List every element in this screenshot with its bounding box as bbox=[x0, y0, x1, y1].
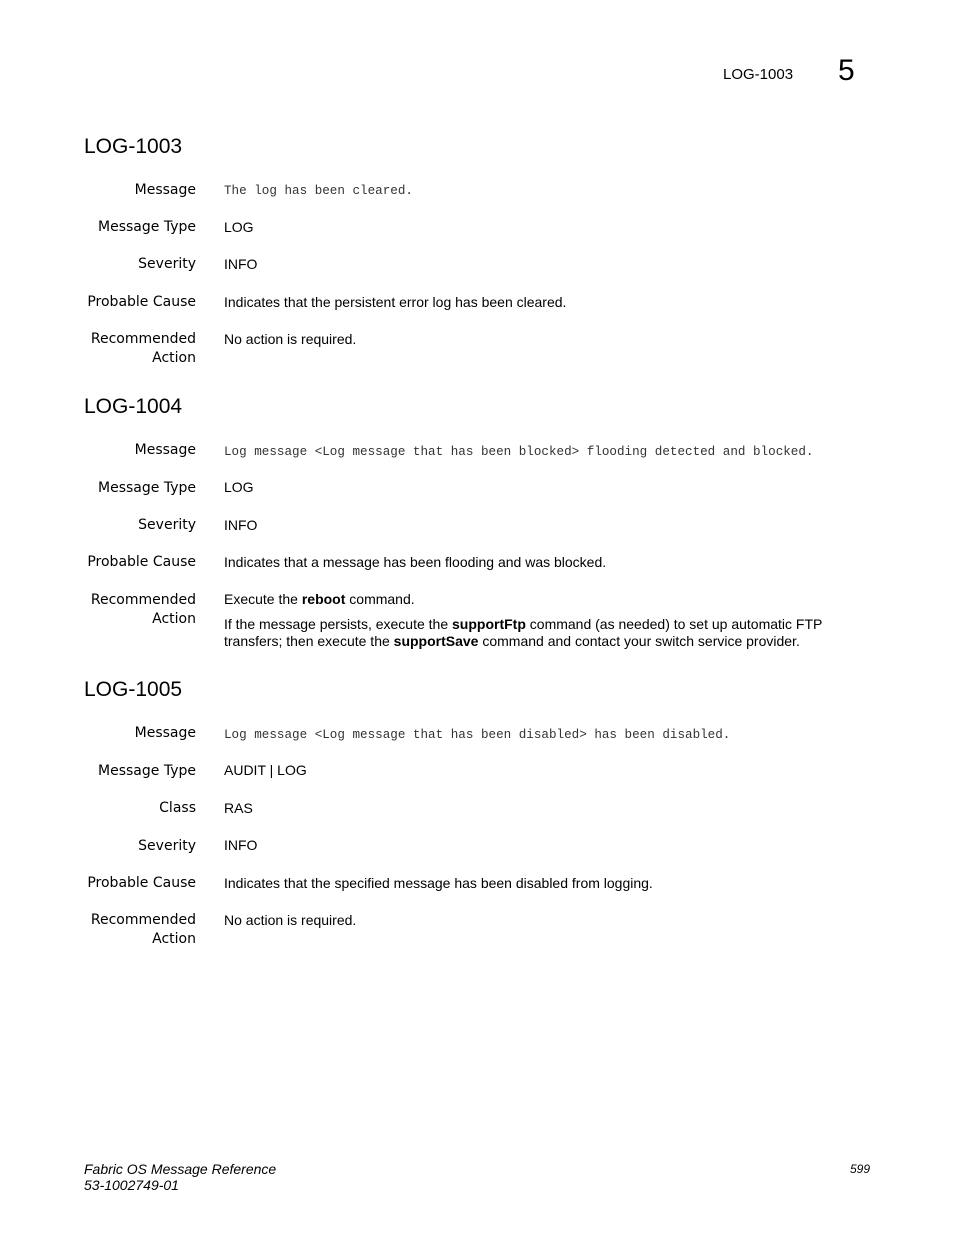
probable-cause-label: Probable Cause bbox=[87, 875, 196, 891]
message-type-value: LOG bbox=[224, 479, 254, 495]
class-label: Class bbox=[159, 800, 196, 816]
recommended-label-line2: Action bbox=[152, 350, 196, 366]
message-text: Log message <Log message that has been disabled> has been disabled. bbox=[224, 728, 731, 742]
recommended-label-line1: Recommended bbox=[90, 331, 196, 347]
footer-page-number: 599 bbox=[850, 1162, 871, 1176]
recommended-label-line2: Action bbox=[152, 611, 196, 627]
severity-label: Severity bbox=[138, 256, 196, 272]
probable-cause-text: Indicates that a message has been flooding and was blocked. bbox=[224, 554, 607, 570]
recommended-label-line1: Recommended bbox=[90, 912, 196, 928]
supportsave-command: supportSave bbox=[393, 633, 479, 649]
severity-value: INFO bbox=[224, 256, 258, 272]
message-label: Message bbox=[134, 442, 196, 458]
probable-cause-label: Probable Cause bbox=[87, 554, 196, 570]
recommended-action-label bbox=[66, 330, 196, 368]
message-type-value: LOG bbox=[224, 219, 254, 235]
severity-value: INFO bbox=[224, 517, 258, 533]
message-label: Message bbox=[134, 182, 196, 198]
reboot-command: reboot bbox=[301, 591, 346, 607]
message-label: Message bbox=[134, 725, 196, 741]
recommended-action-line-1: Execute the reboot command. bbox=[224, 591, 415, 607]
probable-cause-label: Probable Cause bbox=[87, 294, 196, 310]
recommended-action-label bbox=[66, 591, 196, 629]
footer-doc-number: 53-1002749-01 bbox=[84, 1177, 179, 1193]
message-text: Log message <Log message that has been blocked> flooding detected and blocked. bbox=[224, 445, 814, 459]
severity-label: Severity bbox=[138, 838, 196, 854]
section-title-log-1005: LOG-1005 bbox=[84, 678, 183, 701]
message-type-value: AUDIT | LOG bbox=[224, 762, 307, 778]
section-title-log-1004: LOG-1004 bbox=[84, 395, 183, 418]
footer-book-title: Fabric OS Message Reference bbox=[84, 1161, 277, 1177]
recommended-action-text: No action is required. bbox=[224, 331, 357, 347]
supportftp-command: supportFtp bbox=[452, 616, 526, 632]
probable-cause-text: Indicates that the persistent error log has been cleared. bbox=[224, 294, 567, 310]
recommended-action-line-2: If the message persists, execute the supportFtp command (as needed) to set up automatic FTP transfers; then execute the supportSave command and contact your switch service provider. bbox=[224, 616, 823, 649]
severity-label: Severity bbox=[138, 517, 196, 533]
recommended-action-label bbox=[66, 911, 196, 949]
severity-value: INFO bbox=[224, 837, 258, 853]
message-text: The log has been cleared. bbox=[224, 184, 413, 198]
recommended-label-line1: Recommended bbox=[90, 592, 196, 608]
message-type-label: Message Type bbox=[98, 763, 196, 779]
recommended-label-line2: Action bbox=[152, 931, 196, 947]
running-head: LOG-1003 bbox=[723, 66, 794, 83]
section-title-log-1003: LOG-1003 bbox=[84, 135, 183, 158]
recommended-action-text: No action is required. bbox=[224, 912, 357, 928]
chapter-number: 5 bbox=[838, 54, 855, 87]
message-type-label: Message Type bbox=[98, 480, 196, 496]
class-value: RAS bbox=[224, 800, 253, 816]
message-type-label: Message Type bbox=[98, 219, 196, 235]
probable-cause-text: Indicates that the specified message has been disabled from logging. bbox=[224, 875, 653, 891]
